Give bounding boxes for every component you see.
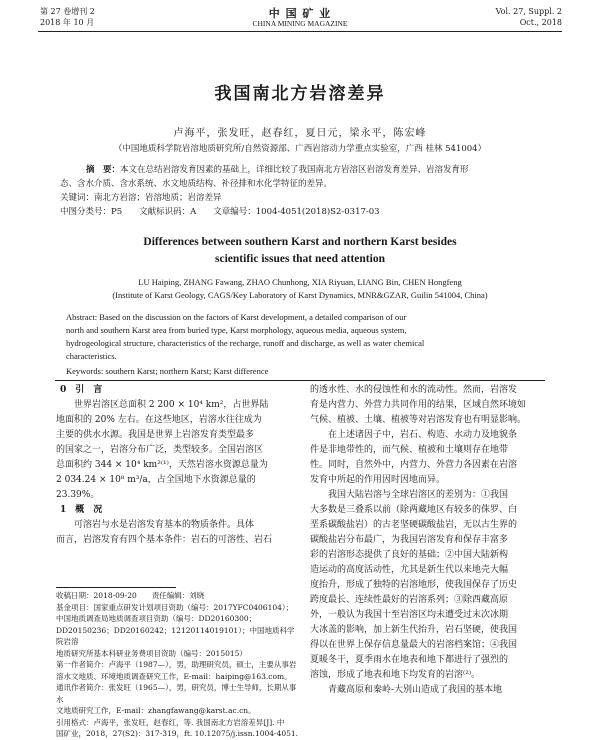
intro-line: 主要的供水水源。我国是世界上岩溶发育类型最多 [56, 430, 255, 440]
footnote-line: 地质研究所基本科研业务费项目资助（编号：2015015） [56, 648, 247, 658]
differences-line: 我国大陆岩溶与全球岩溶区的差别为：①我国 [328, 490, 509, 500]
section-1-heading: 1 概 况 [60, 505, 103, 515]
abstract-en [66, 311, 534, 378]
factors-line: 发育中所起的作用因时因地而异。 [310, 475, 446, 485]
paper-title-en [40, 234, 560, 268]
factors-line: 性。同时，自然外中，内营力、外营力各因素在岩溶 [310, 460, 518, 470]
abstract-en-line1: Abstract: Based on the discussion on the factors of Karst development, a detailed comparison of our [66, 312, 407, 322]
differences-line: 外，一般认为我国十至岩溶区均未遭受过末次冰期 [310, 610, 509, 620]
paper-title-en-line2: scientific issues that need attention [215, 253, 385, 265]
right-column [310, 383, 554, 698]
intro-line: 的国家之一，岩溶分布广泛，类型较多。全国岩溶区 [56, 445, 264, 455]
abstract-cn-line2: 态、含水介质、含水系统、水文地质结构、补径排和水化学特征的差异。 [60, 179, 333, 189]
intro-paragraph [56, 398, 296, 503]
differences-paragraph [310, 488, 554, 683]
differences-line: 造运动的高度活动性，尤其是新生代以来地壳大幅 [310, 565, 509, 575]
continued-paragraph [310, 383, 554, 428]
footnote [56, 590, 300, 740]
differences-line: 大冰盖的影响，加上新生代抬升，岩石坚硬，使我国 [310, 625, 518, 635]
abstract-en-line4: characteristics. [66, 351, 117, 361]
journal-title-en: CHINA MINING MAGAZINE [252, 19, 348, 28]
overview-line: 可溶岩与水是岩溶发育基本的物质条件。具体 [74, 520, 255, 530]
differences-line: 溶蚀，形成了地表和地下均发育的岩溶⁽²⁾。 [310, 670, 481, 680]
abstract-cn [60, 163, 540, 219]
keywords-cn: 关键词：南北方岩溶；岩溶地质；岩溶差异 [60, 193, 222, 203]
intro-line: 2 034.24 × 10⁸ m³/a，占全国地下水资源总量的 [56, 475, 256, 485]
footnote-line: 通讯作者简介：张发旺（1965—），男，研究员，博士生导师，长期从事水 [56, 683, 297, 704]
overview-line: 而言，岩溶发育有四个基本条件：岩石的可溶性、岩石 [56, 535, 273, 545]
differences-line: 跨度最长、连续性最好的岩溶系列；③除西藏高原 [310, 595, 509, 605]
abstract-cn-line1: 本文在总结岩溶发育因素的基础上，详细比较了我国南北方岩溶区岩溶发育差异、岩溶发育形 [120, 165, 469, 175]
keywords-en: Keywords: southern Karst; northern Karst; Karst difference [66, 366, 269, 376]
date-en: Oct., 2018 [519, 18, 562, 27]
header-rule [38, 31, 562, 32]
affiliation-cn: （中国地质科学院岩溶地质研究所/自然资源部、广西岩溶动力学重点实验室，广西 桂林 541004） [113, 144, 487, 154]
intro-line: 地面积的 20% 左右。在这些地区，岩溶水往往成为 [56, 415, 262, 425]
differences-line: 彩的岩溶形态提供了良好的基础；②中国大陆新构 [310, 550, 509, 560]
footnote-line: 引用格式：卢海平，张发旺，赵春红，等. 我国南北方岩溶差异[J]. 中 [56, 717, 285, 727]
abstract-en-line2: north and southern Karst area from buried type, Karst morphology, aqueous media, aqueous system, [66, 325, 407, 335]
intro-line: 世界岩溶区总面积 2 200 × 10⁴ km²，占世界陆 [74, 400, 269, 410]
authors-cn: 卢海平，张发旺，赵春红，夏日元，梁永平，陈宏峰 [173, 128, 427, 139]
footnote-line: 中国地质调查局地质调查项目资助（编号：DD20160300； [56, 614, 257, 623]
intro-line: 总面积约 344 × 10⁴ km²⁽¹⁾，天然岩溶水资源总量为 [56, 460, 268, 470]
abstract-cn-label: 摘 要： [86, 165, 121, 175]
intro-line: 23.39%。 [56, 490, 100, 500]
section-0-heading: 0 引 言 [60, 385, 103, 395]
differences-line: 得以在世界上保存信息量最大的岩溶档案馆；④我国 [310, 640, 518, 650]
volume-cn: 第 27 卷增刊 2 [40, 7, 95, 16]
plateau-paragraph: 青藏高原和秦岭-大别山造成了我国的基本地 [328, 685, 503, 695]
left-column [56, 383, 296, 548]
classification-meta: 中图分类号：P5 文献标识码：A 文章编号：1004-4051(2018)S2-0317-03 [60, 207, 380, 217]
overview-paragraph [56, 518, 296, 548]
journal-title-cn: 中 国 矿 业 [268, 7, 332, 20]
footnote-line: 第一作者简介：卢海平（1987—），男，助理研究员，硕士，主要从事岩 [56, 660, 297, 669]
footnote-line: 基金项目：国家重点研发计划项目资助（编号：2017YFC0406104）； [56, 602, 294, 612]
footnote-line: 文地质研究工作，E-mail：zhangfawang@karst.ac.cn。 [56, 706, 256, 715]
footnote-line: DD20150236；DD20160242；12120114019101）；中国地质科学院岩溶 [56, 625, 295, 646]
affiliation-en: (Institute of Karst Geology, CAGS/Key Laboratory of Karst Dynamics, MNR&GZAR, Guilin 541004, China) [112, 290, 488, 300]
footnote-line: 收稿日期：2018-09-20 责任编辑：刘晓 [56, 591, 205, 600]
authors-en: LU Haiping, ZHANG Fawang, ZHAO Chunhong, XIA Riyuan, LIANG Bin, CHEN Hongfeng [138, 277, 462, 287]
differences-line: 大多数是三叠系以前（除两藏地区有较多的侏罗、白 [310, 505, 518, 515]
abstract-rule [55, 380, 545, 381]
paper-title-en-line1: Differences between southern Karst and northern Karst besides [143, 236, 457, 248]
abstract-en-line3: hydrogeological structure, characteristics of the recharge, runoff and discharge, as well as water chemical [66, 338, 425, 348]
paper-title-cn: 我国南北方岩溶差异 [214, 84, 386, 104]
footnote-line: 国矿业，2018，27(S2)：317-319，ft. 10.12075/j.issn.1004-4051. [56, 729, 299, 738]
differences-line: 垩系碳酸盐岩）的古老坚硬碳酸盐岩，无以古生界的 [310, 520, 518, 530]
continued-line: 气候、植被、土壤、植被等对岩溶发育也有明显影响。 [310, 415, 527, 425]
footnote-line: 溶水文地质、环境地质调查研究工作，E-mail：haiping@163.com。 [56, 671, 292, 681]
date-cn: 2018 年 10 月 [40, 18, 95, 27]
differences-line: 碳酸盐岩分布最广，为我国岩溶发育和保存丰富多 [310, 535, 509, 545]
factors-line: 在上述诸因子中，岩石、构造、水动力及地貌条 [328, 430, 518, 440]
continued-line: 育是内营力、外营力共同作用的结果，区域自然环境如 [310, 400, 527, 410]
factors-paragraph [310, 428, 554, 488]
factors-line: 件是非地带性的，而气候、植被和土壤则存在地带 [310, 445, 509, 455]
volume-en: Vol. 27, Suppl. 2 [495, 7, 562, 16]
continued-line: 的透水性、水的侵蚀性和水的流动性。然而，岩溶发 [310, 385, 518, 395]
differences-line: 度抬升，形成了独特的岩溶地形，使我国保存了历史 [310, 580, 518, 590]
footnote-rule [56, 587, 176, 588]
differences-line: 夏暖冬干，夏季雨水在地表和地下都进行了强烈的 [310, 655, 509, 665]
